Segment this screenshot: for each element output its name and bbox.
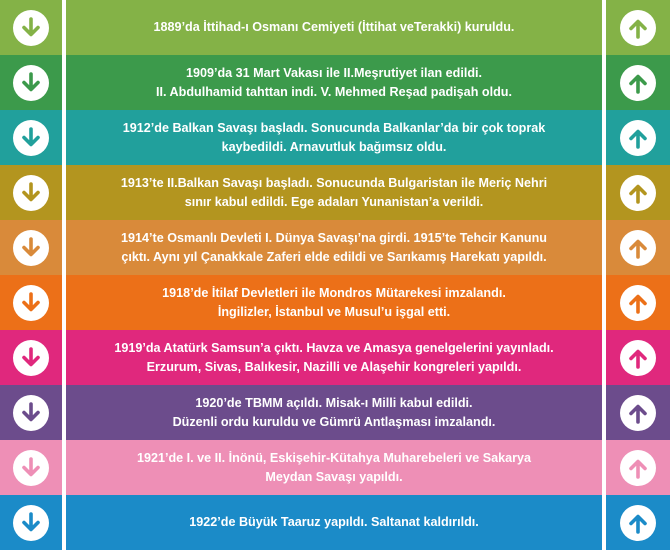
arrow-up-circle-icon[interactable] (620, 10, 656, 46)
right-cell (606, 165, 670, 220)
arrow-up-circle-icon[interactable] (620, 505, 656, 541)
left-cell (0, 440, 62, 495)
event-text: 1912’de Balkan Savaşı başladı. Sonucunda Balkanlar’da bir çok toprak kaybedildi. Arnavutluk bağımsız oldu. (122, 120, 546, 154)
left-cell (0, 220, 62, 275)
right-cell (606, 110, 670, 165)
event-text: 1921’de I. ve II. İnönü, Eskişehir-Kütahya Muharebeleri ve Sakarya Meydan Savaşı yapıldı. (136, 450, 532, 484)
arrow-up-circle-icon[interactable] (620, 120, 656, 156)
arrow-down-circle-icon[interactable] (13, 65, 49, 101)
timeline-row-1922 (0, 495, 670, 550)
right-cell (606, 385, 670, 440)
left-cell (0, 275, 62, 330)
right-cell (606, 55, 670, 110)
right-cell (606, 0, 670, 55)
timeline-row-1909 (0, 55, 670, 110)
arrow-down-circle-icon[interactable] (13, 395, 49, 431)
arrow-down-circle-icon[interactable] (13, 450, 49, 486)
timeline-row-1913 (0, 165, 670, 220)
left-cell (0, 385, 62, 440)
event-text-cell (66, 110, 602, 165)
event-text: 1913’te II.Balkan Savaşı başladı. Sonucunda Bulgaristan ile Meriç Nehri sınır kabul edildi. Ege adaları Yunanistan’a verildi. (120, 175, 548, 209)
arrow-up-circle-icon[interactable] (620, 175, 656, 211)
right-cell (606, 275, 670, 330)
event-text: 1918’de İtilaf Devletleri ile Mondros Mütarekesi imzalandı. İngilizler, İstanbul ve Musul’u işgal etti. (162, 285, 506, 319)
arrow-down-circle-icon[interactable] (13, 340, 49, 376)
event-text-cell (66, 275, 602, 330)
timeline-row-1919 (0, 330, 670, 385)
event-text-cell (66, 385, 602, 440)
left-cell (0, 110, 62, 165)
timeline-row-1918 (0, 275, 670, 330)
event-text: 1919’da Atatürk Samsun’a çıktı. Havza ve Amasya genelgelerini yayınladı. Erzurum, Sivas, Balıkesir, Nazilli ve Alaşehir kongreleri yapıldı. (114, 340, 554, 374)
event-text-cell (66, 55, 602, 110)
left-cell (0, 0, 62, 55)
event-text: 1914’te Osmanlı Devleti I. Dünya Savaşı’na girdi. 1915’te Tehcir Kanunu çıktı. Aynı yıl Çanakkale Zaferi elde edildi ve Sarıkamış Harekatı yapıldı. (120, 230, 548, 264)
event-text-cell (66, 220, 602, 275)
left-cell (0, 165, 62, 220)
arrow-up-circle-icon[interactable] (620, 230, 656, 266)
right-cell (606, 495, 670, 550)
arrow-up-circle-icon[interactable] (620, 450, 656, 486)
left-cell (0, 55, 62, 110)
event-text-cell (66, 0, 602, 55)
event-text-cell (66, 330, 602, 385)
timeline-row-1920 (0, 385, 670, 440)
right-cell (606, 220, 670, 275)
event-text-cell (66, 165, 602, 220)
event-text: 1889’da İttihad-ı Osmanı Cemiyeti (İttihat veTerakki) kuruldu. (153, 20, 515, 34)
event-text-cell (66, 440, 602, 495)
left-cell (0, 495, 62, 550)
event-text: 1920’de TBMM açıldı. Misak-ı Milli kabul edildi. Düzenli ordu kuruldu ve Gümrü Antlaşması imzalandı. (172, 395, 496, 429)
arrow-down-circle-icon[interactable] (13, 230, 49, 266)
arrow-down-circle-icon[interactable] (13, 10, 49, 46)
arrow-down-circle-icon[interactable] (13, 285, 49, 321)
left-cell (0, 330, 62, 385)
arrow-up-circle-icon[interactable] (620, 395, 656, 431)
arrow-down-circle-icon[interactable] (13, 505, 49, 541)
right-cell (606, 330, 670, 385)
timeline-row-1921 (0, 440, 670, 495)
event-text: 1909’da 31 Mart Vakası ile II.Meşrutiyet ilan edildi. II. Abdulhamid tahttan indi. V. Mehmed Reşad padişah oldu. (156, 65, 512, 99)
event-text-cell (66, 495, 602, 550)
timeline-row-1914 (0, 220, 670, 275)
arrow-up-circle-icon[interactable] (620, 65, 656, 101)
arrow-up-circle-icon[interactable] (620, 285, 656, 321)
arrow-down-circle-icon[interactable] (13, 175, 49, 211)
timeline-row-1889 (0, 0, 670, 55)
timeline-row-1912 (0, 110, 670, 165)
arrow-up-circle-icon[interactable] (620, 340, 656, 376)
right-cell (606, 440, 670, 495)
arrow-down-circle-icon[interactable] (13, 120, 49, 156)
event-text: 1922’de Büyük Taaruz yapıldı. Saltanat kaldırıldı. (189, 515, 479, 529)
